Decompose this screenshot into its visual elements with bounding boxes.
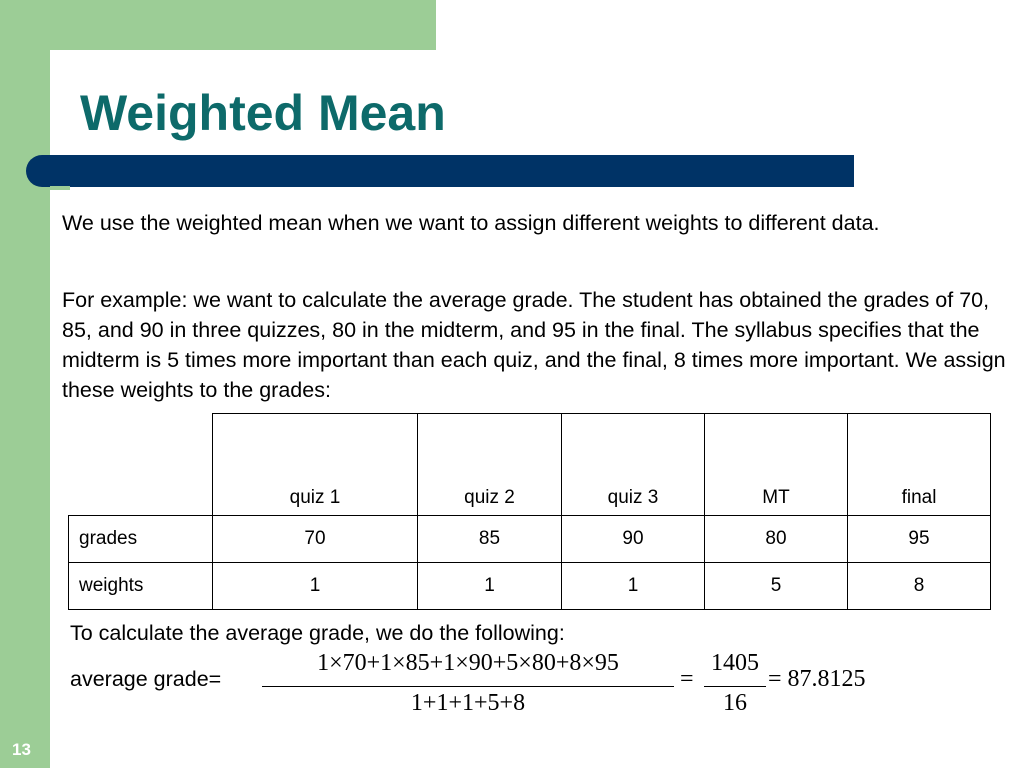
table-cell: 80 bbox=[705, 516, 848, 563]
slide-page-number: 13 bbox=[12, 740, 31, 759]
table-cell: 1 bbox=[418, 563, 562, 610]
simplified-fraction-bar bbox=[704, 686, 766, 687]
table-cell: 5 bbox=[705, 563, 848, 610]
fraction-bar bbox=[262, 686, 674, 687]
table-cell: 90 bbox=[562, 516, 705, 563]
table-cell: 95 bbox=[848, 516, 991, 563]
title-divider-bar bbox=[26, 155, 854, 187]
header-quiz-2: quiz 2 bbox=[418, 414, 562, 516]
simplified-denominator: 16 bbox=[723, 690, 747, 716]
header-quiz-1: quiz 1 bbox=[213, 414, 418, 516]
average-grade-label: average grade= bbox=[70, 667, 222, 691]
divider-notch bbox=[50, 186, 70, 190]
header-final: final bbox=[848, 414, 991, 516]
weights-table bbox=[68, 413, 991, 610]
table-row-weights bbox=[69, 563, 991, 610]
table-row-grades bbox=[69, 516, 991, 563]
formula-result: = 87.8125 bbox=[768, 666, 866, 692]
example-paragraph: For example: we want to calculate the average grade. The student has obtained the grades of 70, 85, and 90 in three quizzes, 80 in the midterm, and 95 in the final. The syllabus specifies that the midterm is 5 times more important than each quiz, and the final, 8 times more important. We assign these weights to the grades: bbox=[62, 288, 1006, 402]
intro-paragraph: We use the weighted mean when we want to assign different weights to different data. bbox=[62, 211, 880, 235]
weighted-sum-fraction bbox=[262, 650, 674, 720]
table-corner-cell bbox=[69, 414, 213, 516]
table-cell: 85 bbox=[418, 516, 562, 563]
row-label-grades: grades bbox=[69, 516, 213, 563]
table-header-row bbox=[69, 414, 991, 516]
simplified-fraction bbox=[704, 650, 766, 720]
simplified-numerator: 1405 bbox=[711, 650, 759, 676]
fraction-numerator: 1×70+1×85+1×90+5×80+8×95 bbox=[317, 650, 619, 676]
equals-sign: = bbox=[680, 666, 694, 692]
header-mt: MT bbox=[705, 414, 848, 516]
table-cell: 8 bbox=[848, 563, 991, 610]
header-quiz-3: quiz 3 bbox=[562, 414, 705, 516]
row-label-weights: weights bbox=[69, 563, 213, 610]
green-top-band bbox=[0, 0, 436, 50]
table-cell: 1 bbox=[213, 563, 418, 610]
green-left-band bbox=[0, 0, 50, 768]
table-cell: 70 bbox=[213, 516, 418, 563]
fraction-denominator: 1+1+1+5+8 bbox=[410, 690, 526, 716]
slide-title: Weighted Mean bbox=[80, 85, 446, 141]
table-cell: 1 bbox=[562, 563, 705, 610]
calculation-intro: To calculate the average grade, we do the following: bbox=[70, 621, 565, 645]
